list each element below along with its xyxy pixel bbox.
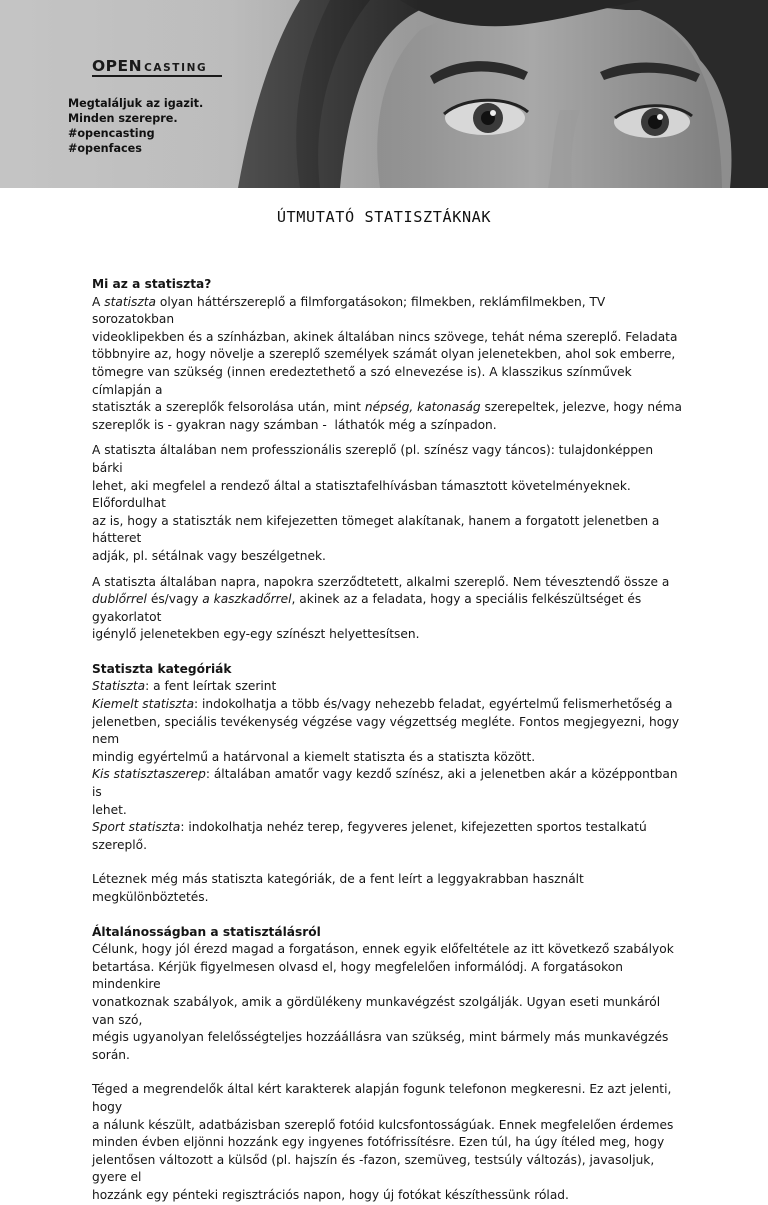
hashtag-opencasting: #opencasting (68, 127, 155, 140)
italic-term: Sport statiszta (92, 820, 181, 835)
text-run: A statiszta általában napra, napokra szerződtetett, alkalmi szereplő. Nem tévesztendő össze a (92, 574, 670, 589)
logo-open-text: OPEN (92, 57, 143, 75)
document-body (92, 276, 682, 1205)
category-item (92, 819, 682, 854)
paragraph: Téged a megrendelők által kért karakterek alapján fogunk telefonon megkeresni. Ez azt jelenti, hogy a nálunk készült, adatbázisban szereplő fotóid kulcsfontosságúak. Ennek megfelelően érdemes minden évben eljönni hozzánk egy ingyenes fotófrissítésre. Ezen túl, ha úgy ítéled meg, hogy jelentősen változott a külsőd (pl. hajszín és -fazon, szemüveg, testsúly változás), javasoljuk, gyere el hozzánk egy pénteki regisztrációs napon, hogy új fotókat készíthessünk rólad. (92, 1082, 674, 1202)
model-face-photo (0, 0, 768, 188)
paragraph (92, 574, 682, 644)
text-run: és/vagy (146, 592, 203, 607)
section-heading: Statiszta kategóriák (92, 661, 232, 676)
text-run: , akinek az a feladata, hogy a speciális felkészültséget és gyakorlatot igénylő jelenetekben egy-egy színészt helyettesítsen. (92, 592, 642, 642)
text-run: : indokolhatja a több és/vagy nehezebb feladat, egyértelmű felismerhetőség a jelenetben, speciális tevékenység végzése vagy végzettség megléte. Fontos megjegyezni, hogy nem mindig egyértelmű a határvonal a kiemelt statiszta és a statiszta között. (92, 697, 680, 764)
category-item (92, 678, 682, 696)
paragraph: A statiszta általában nem professzionális szereplő (pl. színész vagy táncos): tulajdonképpen bárki lehet, aki megfelel a rendező által a statisztafelhívásban támasztott követelményeknek. Előfordulhat az is, hogy a statiszták nem kifejezetten tömeget alakítanak, hanem a forgatott jelenetben a hátteret adják, pl. sétálnak vagy beszélgetnek. (92, 443, 660, 563)
text-run: szerepeltek, jelezve, hogy néma szereplők is - gyakran nagy számban - láthatók még a színpadon. (92, 400, 682, 432)
italic-term: statiszta (104, 294, 156, 309)
italic-term: dublőrrel (92, 592, 147, 607)
tagline-line: Megtaláljuk az igazit. (68, 97, 204, 110)
text-run: olyan háttérszereplő a filmforgatásokon; filmekben, reklámfilmekben, TV sorozatokban videoklipekben és a színházban, akinek általában nincs szövege, tehát néma szereplő. Feladata többnyire az, hogy növelje a szereplő személyek számát olyan jelenetekben, ahol sok emberre, tömegre van szükség (innen eredeztethető a szó elnevezése is). A klasszikus színművek címlapján a statiszták a szereplők felsorolása után, mint (92, 294, 678, 415)
section-heading: Mi az a statiszta? (92, 277, 212, 291)
text-run: A (92, 294, 105, 309)
category-item (92, 766, 682, 819)
logo-underline (92, 75, 222, 77)
category-item (92, 696, 682, 766)
text-run: : a fent leírtak szerint (145, 679, 277, 694)
logo-casting-text: CASTING (144, 62, 208, 74)
section-heading: Általánosságban a statisztálásról (92, 924, 321, 939)
italic-term: népség, katonaság (364, 400, 481, 415)
header-banner (0, 0, 768, 188)
paragraph: Léteznek még más statiszta kategóriák, de a fent leírt a leggyakrabban használt megkülönböztetés. (92, 872, 588, 904)
italic-term: a kaszkadőrrel (202, 592, 292, 607)
hashtag-openfaces: #openfaces (68, 142, 142, 155)
italic-term: Statiszta (92, 679, 146, 694)
paragraph (92, 294, 682, 435)
tagline-line: Minden szerepre. (68, 112, 178, 125)
text-run: : általában amatőr vagy kezdő színész, aki a jelenetben akár a középpontban is lehet. (92, 767, 678, 817)
text-run: : indokolhatja nehéz terep, fegyveres jelenet, kifejezetten sportos testalkatú szereplő. (92, 820, 651, 852)
italic-term: Kiemelt statiszta (92, 697, 195, 712)
paragraph: Célunk, hogy jól érezd magad a forgatáson, ennek egyik előfeltétele az itt következő szabályok betartása. Kérjük figyelmesen olvasd el, hogy megfelelően informálódj. A forgatásokon mindenkire vonatkoznak szabályok, amik a gördülékeny munkavégzést szolgálják. Ugyan eseti munkáról van szó, mégis ugyanolyan felelősségteljes hozzáállásra van szükség, mint bármely más munkavégzés során. (92, 942, 674, 1062)
italic-term: Kis statisztaszerep (92, 767, 206, 782)
tagline (68, 96, 203, 156)
document-title: ÚTMUTATÓ STATISZTÁKNAK (276, 208, 492, 226)
opencasting-logo (92, 56, 207, 76)
